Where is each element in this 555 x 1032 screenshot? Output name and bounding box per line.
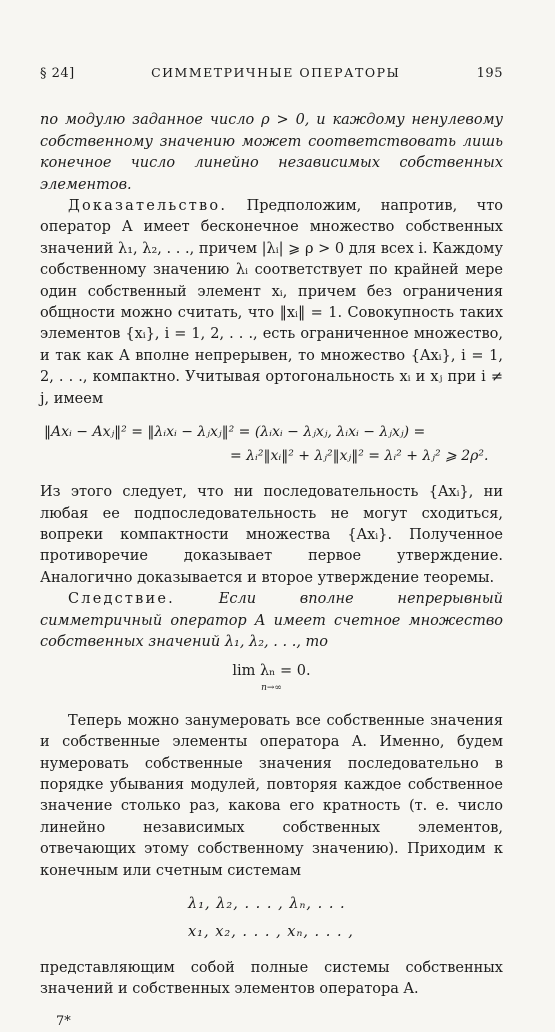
book-page: [40, 62, 503, 1032]
proof-label: Доказательство.: [68, 198, 228, 215]
page-number: 195: [476, 66, 503, 81]
signature-mark: 7*: [56, 1013, 71, 1029]
eigenvalue-sequence: λ₁, λ₂, . . . , λₙ, . . .: [188, 896, 346, 912]
eigenvector-sequence: x₁, x₂, . . . , xₙ, . . . ,: [188, 924, 354, 940]
proof-paragraph: [40, 196, 503, 410]
formula-line-1: ‖Axᵢ − Axⱼ‖² = ‖λᵢxᵢ − λⱼxⱼ‖² = (λᵢxᵢ − λⱼxⱼ, λᵢxᵢ − λⱼxⱼ) =: [44, 424, 426, 441]
section-number: § 24]: [40, 66, 75, 81]
limit-subscript: n→∞: [261, 682, 282, 693]
enumeration-paragraph: Теперь можно занумеровать все собственные значения и собственные элементы оператора A. Именно, будем нумеровать собственные значения последовательно в порядке убывания модулей, повторяя каждое собственное значение столько раз, какова его кратность (т. е. число линейно независимых собственных элементов, отвечающих этому собственному значению). Приходим к конечным или счетным системам: [40, 712, 503, 879]
corollary-paragraph: [40, 589, 503, 653]
norm-formula: [40, 420, 503, 468]
limit-formula: [40, 661, 503, 692]
closing-paragraph: представляющим собой полные системы собственных значений и собственных элементов оператора A.: [40, 960, 503, 998]
conclusion-paragraph: Из этого следует, что ни последовательность {Axᵢ}, ни любая ее подпоследовательность не могут сходиться, вопреки компактности множества {Axᵢ}. Полученное противоречие доказывает первое утверждение. Аналогично доказывается и второе утверждение теоремы.: [40, 484, 503, 586]
corollary-label: Следствие.: [68, 591, 175, 608]
limit-expression: lim λₙ = 0.: [232, 663, 311, 680]
proof-text: Предположим, напротив, что оператор A имеет бесконечное множество собственных значений λ₁, λ₂, . . ., причем |λᵢ| ⩾ ρ > 0 для всех i. Каждому собственному значению λᵢ соответствует по крайней мере один собственный элемент xᵢ, причем без ограничения общности можно считать, что ‖xᵢ‖ = 1. Совокупность таких элементов {xᵢ}, i = 1, 2, . . ., есть ограниченное множество, и так как A вполне непрерывен, то множество {Axᵢ}, i = 1, 2, . . ., компактно. Учитывая ортогональность xᵢ и xⱼ при i ≠ j, имеем: [40, 198, 503, 407]
sequence-display: [188, 890, 503, 946]
running-title: СИММЕТРИЧНЫЕ ОПЕРАТОРЫ: [151, 65, 401, 80]
running-header: [40, 62, 503, 84]
theorem-tail: по модулю заданное число ρ > 0, и каждому ненулевому собственному значению может соответствовать лишь конечное число линейно независимых собственных элементов.: [40, 112, 503, 193]
corollary-text: Если вполне непрерывный симметричный оператор A имеет счетное множество собственных значений λ₁, λ₂, . . ., то: [40, 591, 503, 650]
formula-line-2: = λᵢ²‖xᵢ‖² + λⱼ²‖xⱼ‖² = λᵢ² + λⱼ² ⩾ 2ρ².: [230, 448, 489, 465]
